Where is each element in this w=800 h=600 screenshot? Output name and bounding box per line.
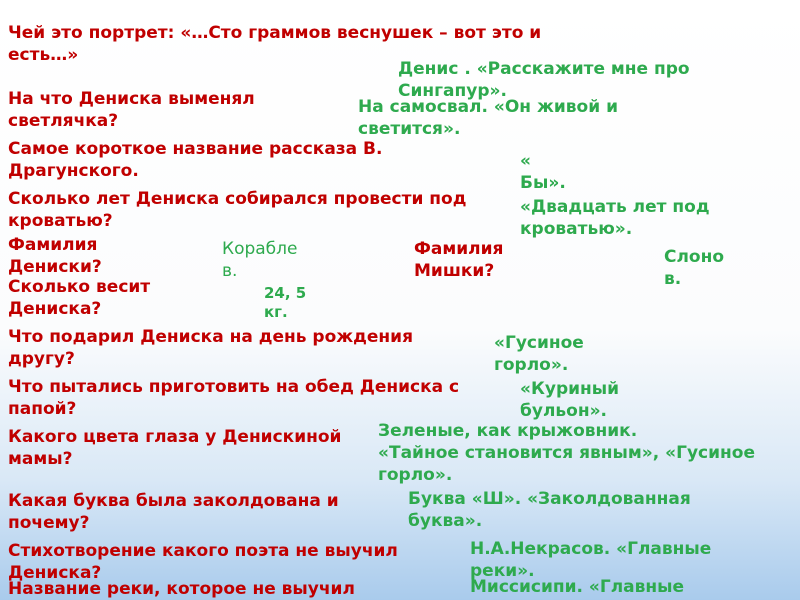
question-portrait: Чей это портрет: «…Сто граммов веснушек – вот это и есть…» (8, 23, 542, 65)
answer-birthday-gift: «Гусиное горло». (494, 333, 584, 375)
question-mishka-surname: Фамилия Мишки? (414, 239, 504, 281)
answer-mishka-surname: Слоно в. (664, 247, 725, 289)
answer-enchanted-letter: Буква «Ш». «Заколдованная буква». (408, 489, 691, 531)
answer-deniska-weight: 24, 5 кг. (264, 284, 307, 321)
answer-years-under-bed: «Двадцать лет под кроватью». (520, 197, 710, 239)
question-enchanted-letter: Какая буква была заколдована и почему? (8, 491, 339, 533)
question-years-under-bed: Сколько лет Дениска собирался провести под кроватью? (8, 189, 467, 231)
answer-firefly-trade: На самосвал. «Он живой и светится». (358, 97, 618, 139)
answer-river: Миссисипи. «Главные (470, 577, 685, 597)
answer-shortest-title: « Бы». (520, 151, 566, 193)
question-river: Название реки, которое не выучил (8, 579, 355, 599)
question-mother-eyes: Какого цвета глаза у Денискиной мамы? (8, 427, 342, 469)
answer-deniska-surname: Корабле в. (222, 239, 298, 281)
question-poet: Стихотворение какого поэта не выучил Дениска? (8, 541, 398, 583)
answer-portrait: Денис . «Расскажите мне про Сингапур». (398, 59, 690, 101)
answer-mother-eyes: Зеленые, как крыжовник. «Тайное становится явным», «Гусиное горло». (378, 421, 755, 485)
answer-lunch: «Куриный бульон». (520, 379, 620, 421)
answer-poet: Н.А.Некрасов. «Главные реки». (470, 539, 712, 581)
question-deniska-surname: Фамилия Дениски? (8, 235, 102, 277)
question-firefly-trade: На что Дениска выменял светлячка? (8, 89, 255, 131)
question-deniska-weight: Сколько весит Дениска? (8, 277, 151, 319)
question-lunch: Что пытались приготовить на обед Дениска с папой? (8, 377, 460, 419)
question-shortest-title: Самое короткое название рассказа В. Драгунского. (8, 139, 383, 181)
question-birthday-gift: Что подарил Дениска на день рождения другу? (8, 327, 414, 369)
